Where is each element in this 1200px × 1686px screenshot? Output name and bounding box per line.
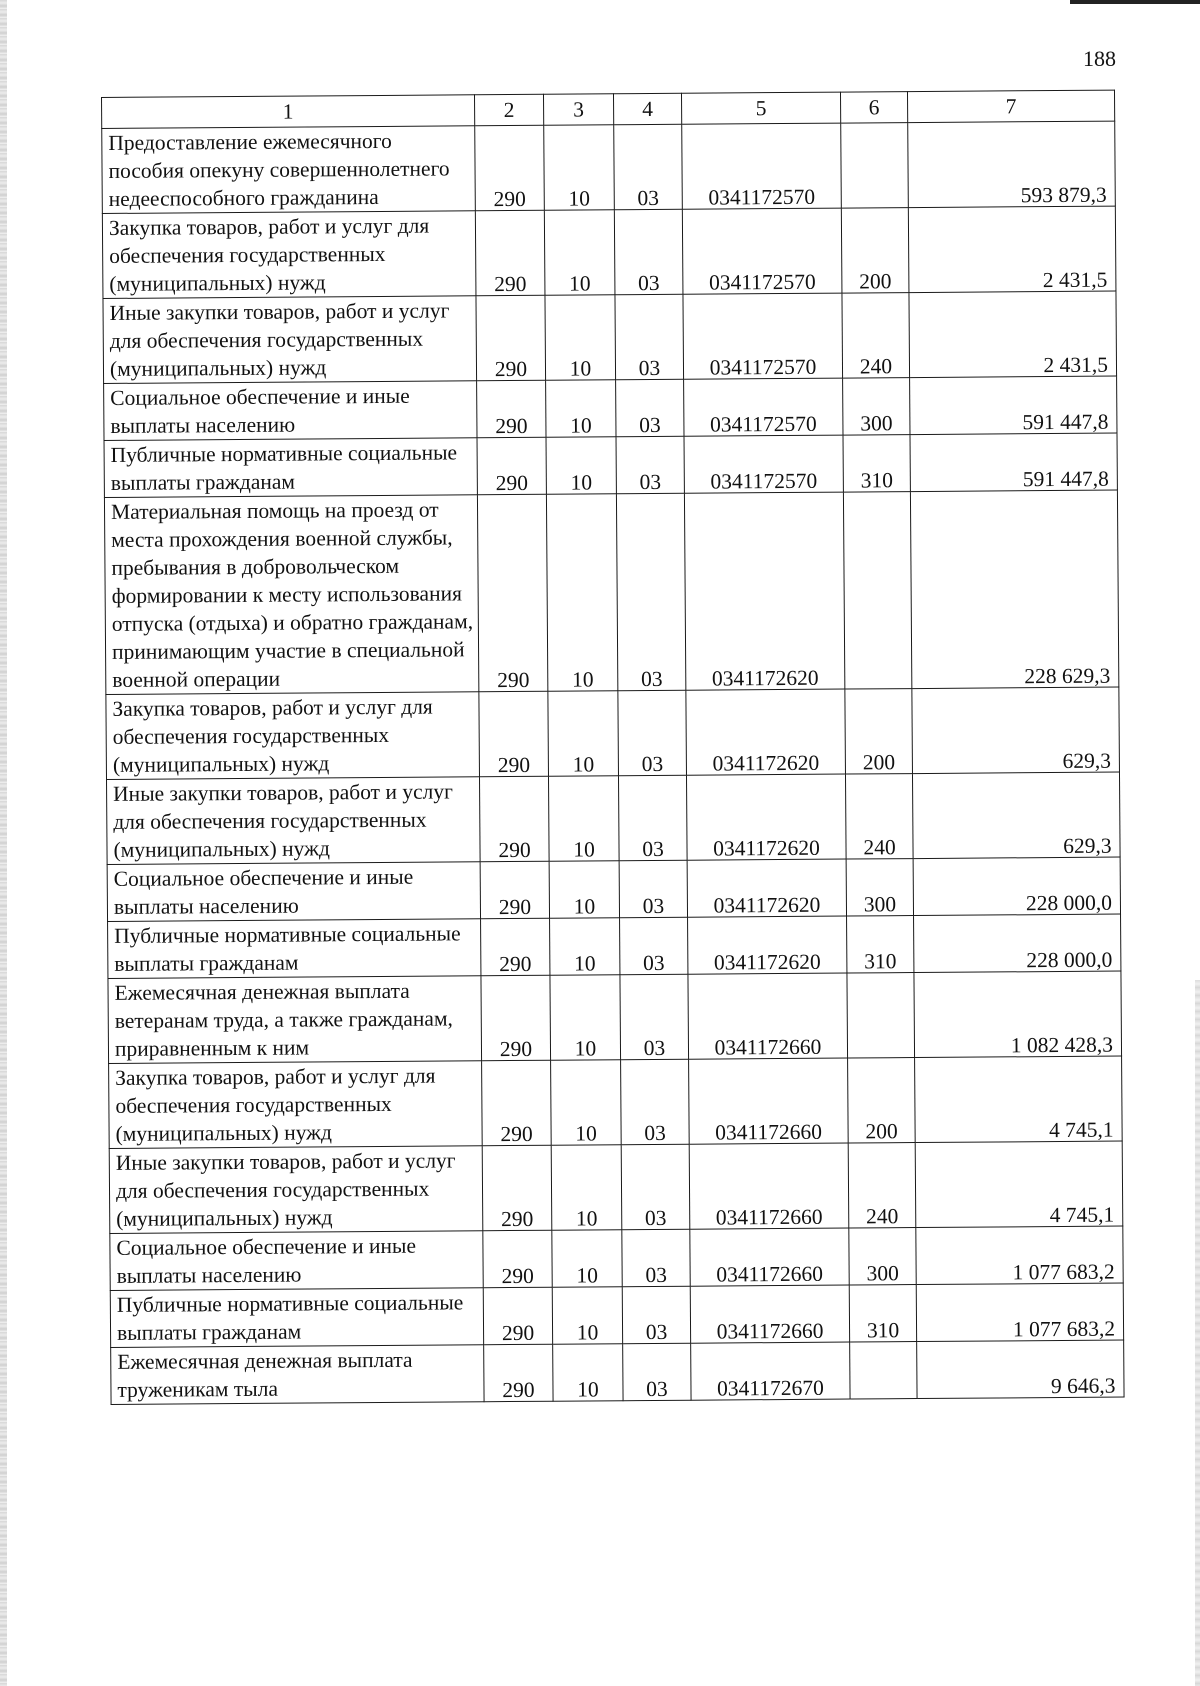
row-description: Закупка товаров, работ и услуг для обеспечения государственных (муниципальных) нужд <box>109 1061 483 1149</box>
code-ministry: 290 <box>475 213 545 299</box>
code-subsection: 03 <box>619 863 687 920</box>
code-target-article: 0341172620 <box>684 495 844 693</box>
row-description: Ежемесячная денежная выплата ветеранам труда, а также гражданам, приравненным к ним <box>108 976 482 1064</box>
amount: 629,3 <box>913 775 1121 862</box>
column-header: 6 <box>840 92 907 123</box>
code-section: 10 <box>553 1347 623 1405</box>
row-description: Социальное обеспечение и иные выплаты населению <box>104 381 477 441</box>
code-target-article: 0341172570 <box>682 211 842 297</box>
amount: 228 629,3 <box>910 493 1118 692</box>
scan-edge-right <box>1195 980 1200 1686</box>
code-section: 10 <box>548 694 619 780</box>
code-target-article: 0341172670 <box>691 1345 850 1403</box>
code-subsection: 03 <box>620 920 688 977</box>
row-description: Ежемесячная денежная выплата труженикам тыла <box>111 1345 484 1405</box>
code-target-article: 0341172660 <box>689 1146 849 1232</box>
column-number-row <box>102 90 1115 128</box>
amount: 593 879,3 <box>908 124 1116 211</box>
table-row <box>110 1226 1123 1290</box>
amount: 2 431,5 <box>909 294 1117 381</box>
code-expense-type: 310 <box>847 919 914 976</box>
code-expense-type <box>847 976 915 1061</box>
code-target-article: 0341172660 <box>690 1288 849 1346</box>
code-ministry: 290 <box>480 779 550 865</box>
code-ministry: 290 <box>477 440 546 498</box>
code-target-article: 0341172570 <box>684 438 843 496</box>
row-description: Закупка товаров, работ и услуг для обеспечения государственных (муниципальных) нужд <box>102 211 476 299</box>
row-description: Социальное обеспечение и иные выплаты населению <box>107 862 480 922</box>
code-target-article: 0341172620 <box>687 777 847 863</box>
table-body <box>102 121 1124 1404</box>
amount: 591 447,8 <box>910 379 1117 438</box>
code-expense-type: 200 <box>848 1061 916 1146</box>
table-row <box>104 376 1117 440</box>
code-expense-type: 300 <box>843 381 910 438</box>
code-section: 10 <box>546 383 616 441</box>
code-ministry: 290 <box>479 694 549 780</box>
table-row <box>103 291 1117 383</box>
code-target-article: 0341172620 <box>687 862 846 920</box>
code-subsection: 03 <box>619 778 688 863</box>
amount: 591 447,8 <box>910 436 1117 495</box>
code-subsection: 03 <box>620 977 689 1062</box>
code-expense-type: 300 <box>849 1231 916 1288</box>
column-header: 4 <box>613 93 681 124</box>
row-description: Публичные нормативные социальные выплаты гражданам <box>104 438 477 498</box>
code-subsection: 03 <box>616 439 684 496</box>
table-row <box>109 1141 1123 1233</box>
code-section: 10 <box>552 1290 622 1348</box>
code-subsection: 03 <box>614 127 683 212</box>
row-description: Иные закупки товаров, работ и услуг для обеспечения государственных (муниципальных) нужд <box>103 296 477 384</box>
code-target-article: 0341172660 <box>689 1061 849 1147</box>
column-header: 7 <box>907 90 1114 123</box>
code-ministry: 290 <box>483 1290 552 1348</box>
code-ministry: 290 <box>484 1347 553 1405</box>
amount: 228 000,0 <box>914 917 1121 976</box>
code-ministry: 290 <box>480 864 549 922</box>
scan-edge-left <box>0 0 7 1686</box>
column-header: 5 <box>681 92 840 124</box>
column-header: 1 <box>102 95 475 129</box>
row-description: Публичные нормативные социальные выплаты гражданам <box>110 1288 483 1348</box>
code-ministry: 290 <box>482 1148 552 1234</box>
table-row <box>107 857 1120 921</box>
code-subsection: 03 <box>623 1346 691 1403</box>
code-expense-type: 200 <box>841 211 909 296</box>
column-header: 2 <box>474 94 543 126</box>
code-expense-type <box>841 126 909 211</box>
table-row <box>109 1056 1123 1148</box>
table-row <box>110 1283 1123 1347</box>
code-expense-type <box>843 495 911 692</box>
code-ministry: 290 <box>477 497 547 695</box>
row-description: Закупка товаров, работ и услуг для обеспечения государственных (муниципальных) нужд <box>106 692 480 780</box>
code-subsection: 03 <box>618 693 687 778</box>
code-ministry: 290 <box>481 921 550 979</box>
amount: 4 745,1 <box>915 1059 1123 1146</box>
code-section: 10 <box>549 779 620 865</box>
page-number: 188 <box>1083 46 1116 71</box>
code-target-article: 0341172570 <box>682 126 842 212</box>
amount: 9 646,3 <box>917 1343 1124 1402</box>
column-header: 3 <box>543 94 613 126</box>
table-row <box>106 687 1120 779</box>
row-description: Предоставление ежемесячного пособия опекуну совершеннолетнего недееспособного гражданина <box>102 126 476 214</box>
code-section: 10 <box>551 1148 622 1234</box>
amount: 2 431,5 <box>908 209 1116 296</box>
code-subsection: 03 <box>621 1147 690 1232</box>
code-section: 10 <box>546 497 617 695</box>
table-row <box>104 433 1117 497</box>
code-section: 10 <box>552 1233 622 1291</box>
row-description: Материальная помощь на проезд от места прохождения военной службы, пребывания в добровольческом формировании к месту использования отпуска (отдыха) и обратно гражданам, принимающим участие в специальной военной операции <box>104 495 478 695</box>
code-ministry: 290 <box>476 298 546 384</box>
code-expense-type: 310 <box>843 438 910 495</box>
code-expense-type: 240 <box>846 777 914 862</box>
code-expense-type: 200 <box>845 692 913 777</box>
code-expense-type <box>850 1345 917 1402</box>
code-ministry: 290 <box>483 1233 552 1291</box>
code-ministry: 290 <box>482 1063 552 1149</box>
amount: 228 000,0 <box>913 860 1120 919</box>
amount: 4 745,1 <box>915 1144 1123 1231</box>
code-expense-type: 300 <box>846 862 913 919</box>
row-description: Социальное обеспечение и иные выплаты населению <box>110 1231 483 1291</box>
scan-edge-top <box>1070 0 1200 4</box>
code-target-article: 0341172660 <box>690 1231 849 1289</box>
budget-table <box>101 90 1125 1405</box>
row-description: Публичные нормативные социальные выплаты гражданам <box>108 919 481 979</box>
code-subsection: 03 <box>615 297 684 382</box>
code-target-article: 0341172620 <box>686 692 846 778</box>
code-ministry: 290 <box>477 383 546 441</box>
code-section: 10 <box>549 864 619 922</box>
code-expense-type: 310 <box>849 1288 916 1345</box>
table-row <box>111 1340 1124 1404</box>
code-subsection: 03 <box>616 496 685 693</box>
code-ministry: 290 <box>475 128 545 214</box>
code-expense-type: 240 <box>848 1146 916 1231</box>
table-row <box>108 914 1121 978</box>
code-subsection: 03 <box>622 1289 690 1346</box>
code-section: 10 <box>550 921 620 979</box>
amount: 1 077 683,2 <box>916 1229 1123 1288</box>
code-subsection: 03 <box>622 1232 690 1289</box>
table-row <box>102 121 1116 213</box>
code-expense-type: 240 <box>842 296 910 381</box>
table-row <box>104 490 1118 694</box>
code-target-article: 0341172660 <box>688 976 848 1062</box>
amount: 629,3 <box>912 690 1120 777</box>
code-target-article: 0341172570 <box>683 296 843 382</box>
code-target-article: 0341172570 <box>684 381 843 439</box>
code-subsection: 03 <box>616 382 684 439</box>
code-subsection: 03 <box>614 212 683 297</box>
table-row <box>107 772 1121 864</box>
code-section: 10 <box>551 1063 622 1149</box>
table-row <box>108 971 1122 1063</box>
code-subsection: 03 <box>621 1062 690 1147</box>
row-description: Иные закупки товаров, работ и услуг для обеспечения государственных (муниципальных) нужд <box>107 777 481 865</box>
amount: 1 082 428,3 <box>914 974 1122 1061</box>
code-target-article: 0341172620 <box>688 919 847 977</box>
code-section: 10 <box>545 298 616 384</box>
amount: 1 077 683,2 <box>916 1286 1123 1345</box>
row-description: Иные закупки товаров, работ и услуг для обеспечения государственных (муниципальных) нужд <box>109 1146 483 1234</box>
code-section: 10 <box>544 128 615 214</box>
code-section: 10 <box>544 213 615 299</box>
code-section: 10 <box>546 440 616 498</box>
table-row <box>102 206 1116 298</box>
code-section: 10 <box>550 978 621 1064</box>
code-ministry: 290 <box>481 978 551 1064</box>
